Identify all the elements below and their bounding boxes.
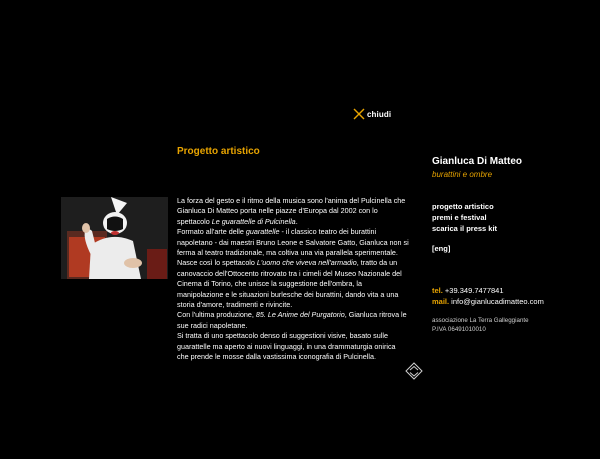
- x-icon: [353, 108, 365, 120]
- association-info: [432, 316, 529, 334]
- association-name: associazione La Terra Galleggiante: [432, 317, 529, 324]
- sidebar: [432, 156, 592, 333]
- nav-item-progetto-artistico[interactable]: progetto artistico: [432, 202, 494, 211]
- email-row: [432, 296, 544, 307]
- diamond-arrows-icon[interactable]: [405, 362, 423, 385]
- nav-item-premi-festival[interactable]: premi e festival: [432, 213, 487, 222]
- bio-paragraph: La forza del gesto e il ritmo della musica sono l'anima del Pulcinella che Gianluca Di Matteo porta nelle piazze d'Europa dal 2002 con lo spettacolo Le guarattelle di Pulcinella.: [177, 196, 406, 226]
- email-link[interactable]: info@gianlucadimatteo.com: [449, 297, 544, 306]
- bio-paragraph: Formato all'arte delle guarattelle - il classico teatro dei burattini napoletano - dai maestri Bruno Leone e Salvatore Gatto, Gianluca non si ferma al teatro tradizionale, ma coltiva una via parallela sperimentale.: [177, 227, 409, 258]
- close-label: chiudi: [367, 109, 392, 119]
- artist-subtitle: burattini e ombre: [432, 170, 493, 179]
- bio-text: [177, 196, 409, 363]
- pulcinella-photo: [61, 197, 168, 279]
- sidebar-nav: [432, 201, 497, 234]
- phone-value: +39.349.7477841: [442, 286, 504, 295]
- vat-number: P.IVA 06491010010: [432, 326, 486, 333]
- artist-name: Gianluca Di Matteo: [432, 156, 523, 167]
- page-title: Progetto artistico: [177, 146, 260, 157]
- email-label: mail.: [432, 297, 450, 306]
- contact-info: [432, 285, 544, 307]
- bio-paragraph: Con l'ultima produzione, 85. Le Anime del Purgatorio, Gianluca ritrova le sue radici napoletane.: [177, 310, 407, 330]
- phone-row: [432, 285, 544, 296]
- bio-paragraph: Si tratta di uno spettacolo denso di suggestioni visive, basato sulle guarattelle ma aperto ai nuovi linguaggi, in una drammaturgia onirica che prende le mosse dalla vastissima iconografia di Pulcinella.: [177, 331, 396, 362]
- language-switch-link[interactable]: [eng]: [432, 244, 451, 253]
- bio-paragraph: Nasce così lo spettacolo L'uomo che viveva nell'armadio, tratto da un canovaccio dell'Ottocento ritrovato tra i cimeli del Museo Nazionale del Cinema di Torino, che unisce la suggestione dell'ombra, la manipolazione e le situazioni burlesche dei burattini, dando vita a una storia d'amore, tradimenti e rivincite.: [177, 258, 402, 310]
- close-button[interactable]: [353, 108, 391, 120]
- phone-label: tel.: [432, 286, 443, 295]
- nav-item-press-kit[interactable]: scarica il press kit: [432, 224, 498, 233]
